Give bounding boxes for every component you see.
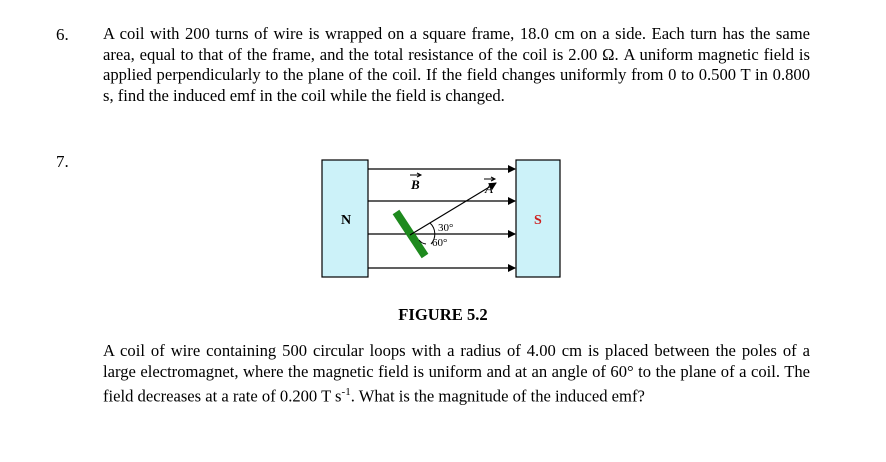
angle-60-label: 60° <box>432 237 448 249</box>
question-7-number: 7. <box>56 152 69 171</box>
field-vector-label: B <box>411 177 420 192</box>
question-7-text-main: A coil of wire containing 500 circular loops with a radius of 4.00 cm is placed between the poles of a large electromagnet, where the magnetic field is uniform and at an angle of 60° to the plane of a coil. The field decreases at a rate of 0.200 T s <box>103 341 810 406</box>
figure-caption: FIGURE 5.2 <box>398 305 488 324</box>
question-7-text <box>103 341 810 407</box>
question-6-text: A coil with 200 turns of wire is wrapped on a square frame, 18.0 cm on a side. Each turn has the same area, equal to that of the frame, and the total resistance of the coil is 2.00 Ω. A uniform magnetic field is applied perpendicularly to the plane of the coil. If the field changes uniformly from 0 to 0.500 T in 0.800 s, find the induced emf in the coil while the field is changed. <box>103 24 810 105</box>
angle-30-label: 30° <box>438 222 454 234</box>
area-vector-label: A <box>485 181 493 196</box>
north-pole-label: N <box>341 213 352 228</box>
question-7-text-superscript: -1 <box>341 386 351 398</box>
south-pole-label: S <box>534 213 542 228</box>
question-7-text-end: . What is the magnitude of the induced emf? <box>350 386 645 406</box>
question-6-number: 6. <box>56 25 69 44</box>
